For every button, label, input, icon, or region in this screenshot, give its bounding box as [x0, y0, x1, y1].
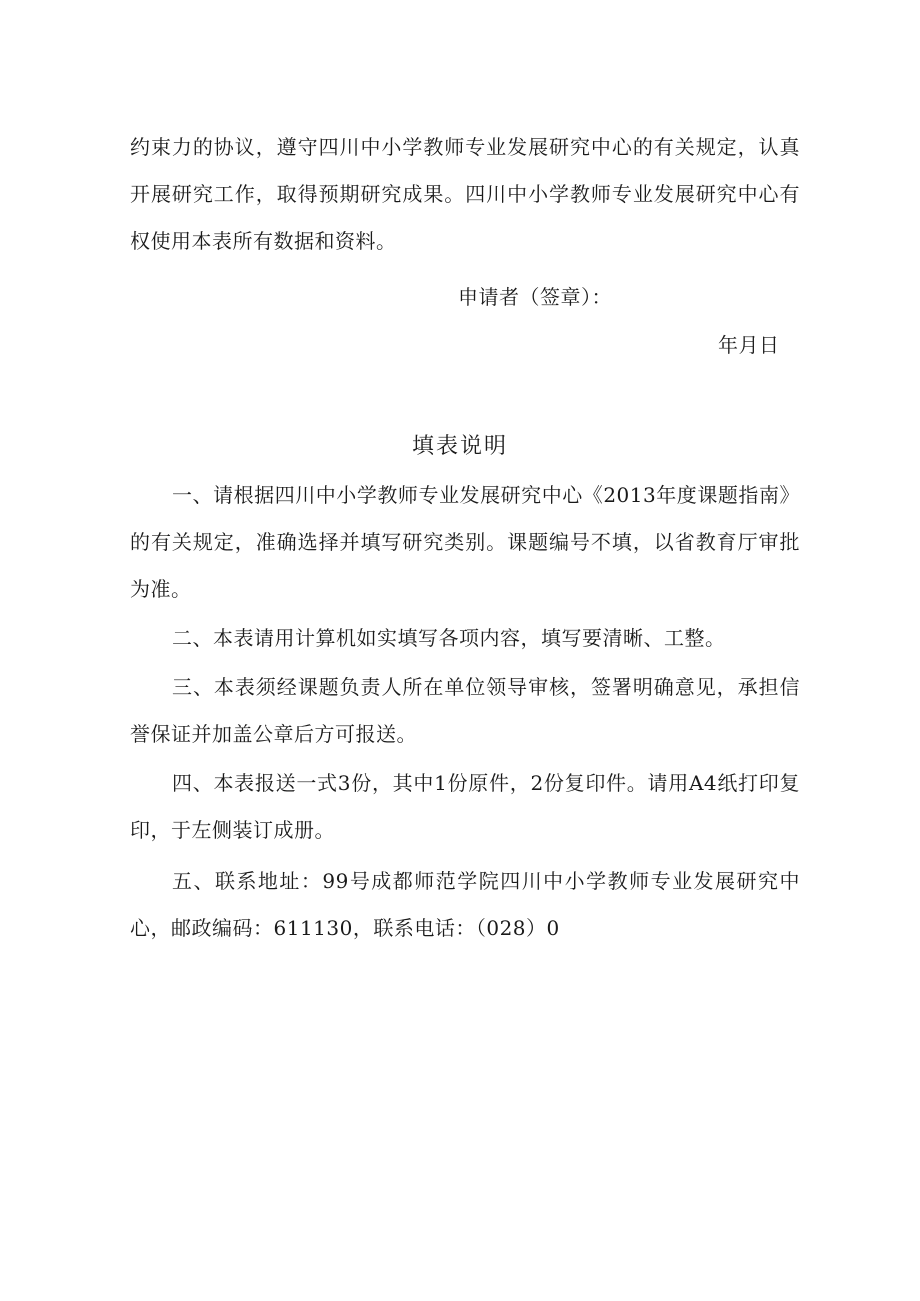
instruction-item-5: 五、联系地址：99号成都师范学院四川中小学教师专业发展研究中心，邮政编码：611130，联系电话：（028）0 — [130, 869, 800, 940]
intro-paragraph: 约束力的协议，遵守四川中小学教师专业发展研究中心的有关规定，认真开展研究工作，取得预期研究成果。四川中小学教师专业发展研究中心有权使用本表所有数据和资料。 — [130, 135, 800, 253]
instruction-item-2: 二、本表请用计算机如实填写各项内容，填写要清晰、工整。 — [172, 626, 726, 650]
instruction-item-3: 三、本表须经课题负责人所在单位领导审核，签署明确意见，承担信誉保证并加盖公章后方可报送。 — [130, 675, 800, 746]
instruction-item-1: 一、请根据四川中小学教师专业发展研究中心《2013年度课题指南》的有关规定，准确选择并填写研究类别。课题编号不填，以省教育厅审批为准。 — [130, 483, 800, 601]
instruction-item-4: 四、本表报送一式3份，其中1份原件，2份复印件。请用A4纸打印复印，于左侧装订成册。 — [130, 771, 800, 842]
instructions-title: 填表说明 — [411, 434, 508, 459]
signer-label: 申请者（签章）： — [458, 285, 612, 309]
date-label: 年月日 — [718, 333, 780, 357]
